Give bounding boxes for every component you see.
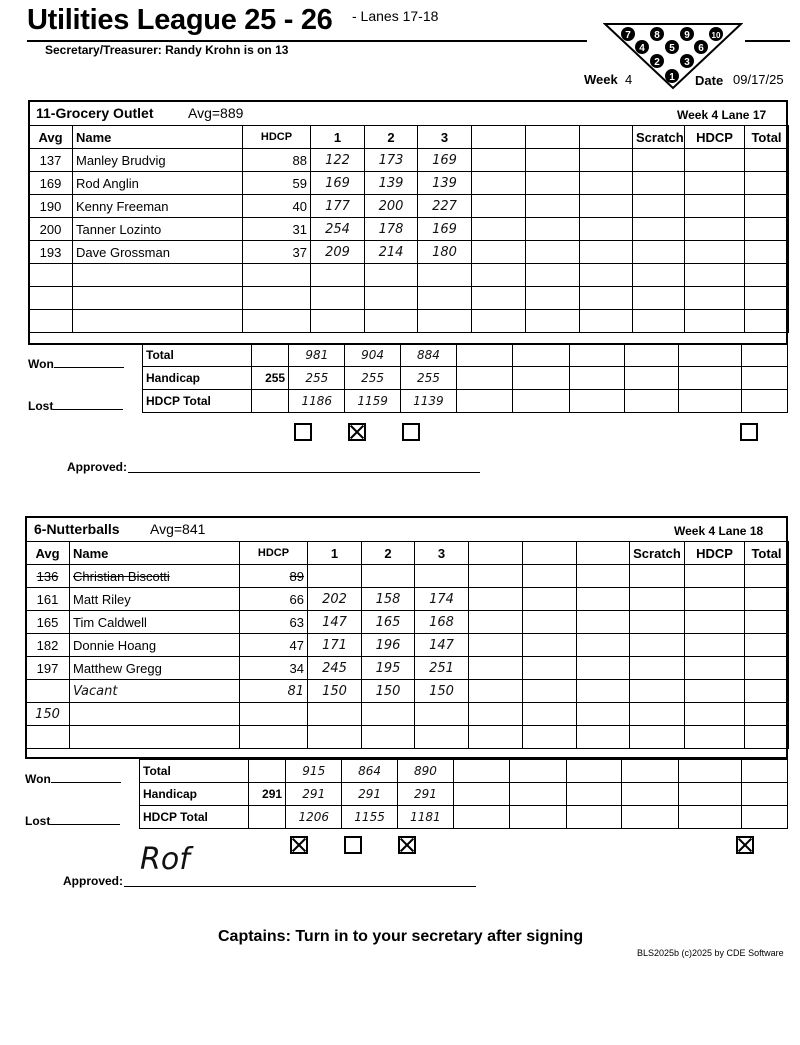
svg-text:6: 6 <box>698 43 704 54</box>
table-row <box>29 264 789 287</box>
svg-text:2: 2 <box>654 57 660 68</box>
col-game2: 2 <box>362 542 415 565</box>
secretary-line: Secretary/Treasurer: Randy Krohn is on 13 <box>45 43 289 57</box>
table-row: 137 Manley Brudvig 88 122 173 169 <box>29 149 789 172</box>
title-underline <box>27 40 587 42</box>
hdcp-total-row: HDCP Total 1186 1159 1139 <box>143 390 788 413</box>
col-name: Name <box>73 126 243 149</box>
table-row <box>29 310 789 333</box>
team2-name: 6-Nutterballs <box>34 521 120 537</box>
lanes-label: - Lanes 17-18 <box>352 8 439 24</box>
table-row: 197 Matthew Gregg 34 245 195 251 <box>26 657 789 680</box>
handicap-row: Handicap 291 291 291 291 <box>140 783 788 806</box>
col-name: Name <box>70 542 240 565</box>
total-row: Total 915 864 890 <box>140 760 788 783</box>
svg-text:9: 9 <box>684 30 690 41</box>
svg-text:4: 4 <box>639 43 645 54</box>
game3-win-checkbox[interactable] <box>402 423 420 441</box>
table-row: 190 Kenny Freeman 40 177 200 227 <box>29 195 789 218</box>
col-game1: 1 <box>308 542 362 565</box>
hdcp-total-row: HDCP Total 1206 1155 1181 <box>140 806 788 829</box>
col-game2: 2 <box>365 126 418 149</box>
col-avg: Avg <box>26 542 70 565</box>
col-scratch: Scratch <box>633 126 685 149</box>
game2-win-checkbox[interactable] <box>344 836 362 854</box>
table-row <box>26 726 789 749</box>
team2-approved-line <box>124 886 476 887</box>
col-game3: 3 <box>418 126 472 149</box>
col-total: Total <box>745 542 789 565</box>
date-label: Date <box>695 73 724 88</box>
team1-avg: Avg=889 <box>188 105 244 121</box>
team1-totals-table <box>142 343 788 413</box>
svg-text:7: 7 <box>625 30 631 41</box>
handicap-row: Handicap 255 255 255 255 <box>143 367 788 390</box>
table-row: 165 Tim Caldwell 63 147 165 168 <box>26 611 789 634</box>
team1-week-lane: Week 4 Lane 17 <box>677 108 767 122</box>
team2-won: Won <box>25 772 121 786</box>
col-hdcp: HDCP <box>240 542 308 565</box>
col-total: Total <box>745 126 789 149</box>
game1-win-checkbox[interactable] <box>294 423 312 441</box>
game2-win-checkbox[interactable] <box>348 423 366 441</box>
game3-win-checkbox[interactable] <box>398 836 416 854</box>
team1-lost: Lost <box>28 399 123 413</box>
col-hdcp-total: HDCP <box>685 126 745 149</box>
table-row: 150 <box>26 703 789 726</box>
col-hdcp-total: HDCP <box>685 542 745 565</box>
captains-instruction: Captains: Turn in to your secretary after signing <box>218 928 584 945</box>
league-title: Utilities League 25 - 26 <box>27 4 333 36</box>
team1-won: Won <box>28 357 124 371</box>
title-underline-right <box>745 40 790 42</box>
pin-8 <box>650 27 664 41</box>
col-avg: Avg <box>29 126 73 149</box>
pin-2 <box>650 54 664 68</box>
pin-6 <box>694 40 708 54</box>
svg-text:5: 5 <box>669 43 675 54</box>
team2-approved-label: Approved: <box>63 874 123 888</box>
total-row: Total 981 904 884 <box>143 344 788 367</box>
week-label: Week <box>584 72 618 87</box>
game1-win-checkbox[interactable] <box>290 836 308 854</box>
svg-text:3: 3 <box>684 57 690 68</box>
pin-9 <box>680 27 694 41</box>
pin-10 <box>709 27 723 41</box>
svg-text:10: 10 <box>711 31 721 40</box>
table-row: 161 Matt Riley 66 202 158 174 <box>26 588 789 611</box>
total-win-checkbox[interactable] <box>736 836 754 854</box>
col-hdcp: HDCP <box>243 126 311 149</box>
col-game3: 3 <box>415 542 469 565</box>
table-row-struck: 136 Christian Biscotti 89 <box>26 565 789 588</box>
col-game1: 1 <box>311 126 365 149</box>
pin-5 <box>665 40 679 54</box>
pin-1 <box>665 69 679 83</box>
team2-lost: Lost <box>25 814 120 828</box>
svg-text:1: 1 <box>669 72 675 83</box>
table-row: Vacant 81 150 150 150 <box>26 680 789 703</box>
svg-text:8: 8 <box>654 30 660 41</box>
team1-approved-line <box>128 472 480 473</box>
table-row: 193 Dave Grossman 37 209 214 180 <box>29 241 789 264</box>
total-win-checkbox[interactable] <box>740 423 758 441</box>
team1-approved-label: Approved: <box>67 460 127 474</box>
team1-header-row <box>29 126 789 149</box>
team2-week-lane: Week 4 Lane 18 <box>674 524 764 538</box>
pin-7 <box>621 27 635 41</box>
approver-signature: Rof <box>140 842 190 877</box>
week-value: 4 <box>625 72 633 87</box>
table-row: 169 Rod Anglin 59 169 139 139 <box>29 172 789 195</box>
pin-4 <box>635 40 649 54</box>
team2-score-table <box>25 541 789 749</box>
pin-3 <box>680 54 694 68</box>
date-value: 09/17/25 <box>733 72 784 87</box>
team1-score-table <box>28 125 789 333</box>
team2-header-row <box>26 542 789 565</box>
col-scratch: Scratch <box>630 542 685 565</box>
team1-name: 11-Grocery Outlet <box>36 105 154 121</box>
table-row: 200 Tanner Lozinto 31 254 178 169 <box>29 218 789 241</box>
team2-avg: Avg=841 <box>150 521 206 537</box>
table-row <box>29 287 789 310</box>
copyright: BLS2025b (c)2025 by CDE Software <box>637 948 784 958</box>
team2-totals-table <box>139 759 788 829</box>
table-row: 182 Donnie Hoang 47 171 196 147 <box>26 634 789 657</box>
